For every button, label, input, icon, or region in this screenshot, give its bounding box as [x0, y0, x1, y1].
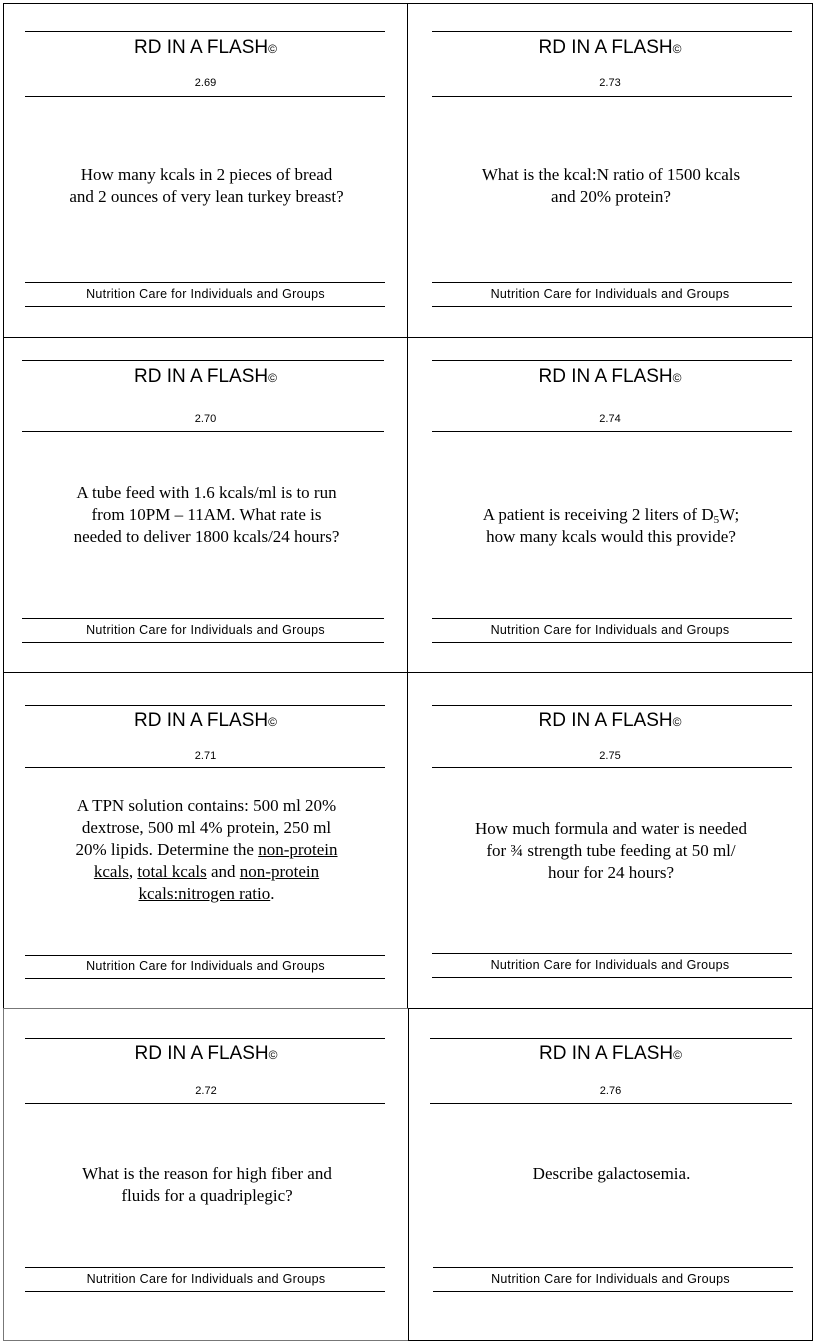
card-title: RD IN A FLASH© — [538, 710, 682, 731]
divider — [25, 1103, 385, 1104]
card-footer: Nutrition Care for Individuals and Groups — [86, 287, 325, 301]
divider — [432, 705, 792, 706]
divider — [25, 705, 385, 706]
copyright-symbol: © — [268, 1048, 278, 1062]
card-number: 2.76 — [599, 1085, 622, 1097]
card-footer: Nutrition Care for Individuals and Groups — [86, 623, 325, 637]
card-number: 2.69 — [194, 77, 217, 89]
divider — [25, 955, 385, 956]
card-question: What is the kcal:N ratio of 1500 kcals and 20% protein? — [481, 165, 741, 206]
divider — [22, 431, 384, 432]
copyright-symbol: © — [673, 1048, 682, 1062]
divider — [25, 978, 385, 979]
flashcard-2-69 — [3, 3, 408, 338]
card-footer: Nutrition Care for Individuals and Groups — [491, 1272, 730, 1286]
card-number: 2.71 — [194, 750, 217, 762]
divider — [432, 977, 792, 978]
divider — [430, 1038, 792, 1039]
flashcard-2-75 — [407, 672, 813, 1009]
card-question: How much formula and water is needed for ¾ strength tube feeding at 50 ml/ hour for 24 hours? — [475, 819, 747, 882]
flashcard-2-71 — [3, 672, 408, 1009]
divider — [25, 282, 385, 283]
card-footer: Nutrition Care for Individuals and Groups — [86, 959, 325, 973]
card-title: RD IN A FLASH© — [134, 366, 277, 387]
card-number: 2.75 — [599, 750, 621, 762]
card-question: What is the reason for high fiber and fluids for a quadriplegic? — [82, 1164, 332, 1205]
card-title: RD IN A FLASH© — [538, 37, 682, 58]
divider — [25, 1267, 385, 1268]
divider — [432, 96, 792, 97]
copyright-symbol: © — [268, 371, 277, 385]
divider — [433, 1291, 793, 1292]
divider — [432, 31, 792, 32]
card-question: How many kcals in 2 pieces of bread and 2 ounces of very lean turkey breast? — [69, 165, 344, 206]
card-number: 2.73 — [599, 77, 621, 89]
divider — [25, 96, 385, 97]
divider — [432, 767, 792, 768]
copyright-symbol: © — [672, 371, 682, 385]
copyright-symbol: © — [672, 42, 682, 56]
divider — [432, 360, 792, 361]
flashcard-2-74 — [407, 337, 813, 673]
card-footer: Nutrition Care for Individuals and Groups — [490, 287, 730, 301]
card-title: RD IN A FLASH© — [538, 366, 682, 387]
card-question: A patient is receiving 2 liters of $D_5W$; how many kcals would this provide? — [482, 505, 740, 546]
card-question: A TPN solution contains: 500 ml 20% dextrose, 500 ml 4% protein, 250 ml 20% lipids. Determine the non-protein kcals, total kcals and non-protein kcals:nitrogen ratio. — [75, 796, 338, 903]
divider — [25, 1291, 385, 1292]
divider — [432, 642, 792, 643]
divider — [433, 1267, 793, 1268]
card-footer: Nutrition Care for Individuals and Groups — [490, 623, 730, 637]
card-title: RD IN A FLASH© — [134, 37, 277, 58]
divider — [432, 306, 792, 307]
card-number: 2.74 — [599, 413, 621, 425]
flashcard-2-76 — [408, 1008, 813, 1341]
flashcard-2-73 — [407, 3, 813, 338]
divider — [430, 1103, 792, 1104]
card-title: RD IN A FLASH© — [134, 710, 277, 731]
flashcard-2-70 — [3, 337, 408, 673]
copyright-symbol: © — [268, 715, 277, 729]
divider — [432, 618, 792, 619]
card-number: 2.72 — [195, 1085, 217, 1097]
divider — [25, 767, 385, 768]
card-question: Describe galactosemia. — [532, 1164, 691, 1183]
copyright-symbol: © — [268, 42, 277, 56]
divider — [432, 953, 792, 954]
divider — [25, 306, 385, 307]
card-question: A tube feed with 1.6 kcals/ml is to run from 10PM – 11AM. What rate is needed to deliver 1800 kcals/24 hours? — [73, 483, 340, 546]
divider — [432, 431, 792, 432]
divider — [22, 642, 384, 643]
card-title: RD IN A FLASH© — [134, 1043, 278, 1064]
divider — [22, 618, 384, 619]
card-footer: Nutrition Care for Individuals and Groups — [490, 958, 730, 972]
card-number: 2.70 — [194, 413, 217, 425]
flashcard-2-72 — [3, 1008, 409, 1341]
divider — [25, 1038, 385, 1039]
divider — [25, 31, 385, 32]
divider — [432, 282, 792, 283]
card-footer: Nutrition Care for Individuals and Groups — [86, 1272, 326, 1286]
copyright-symbol: © — [672, 715, 682, 729]
divider — [22, 360, 384, 361]
card-title: RD IN A FLASH© — [539, 1043, 682, 1064]
